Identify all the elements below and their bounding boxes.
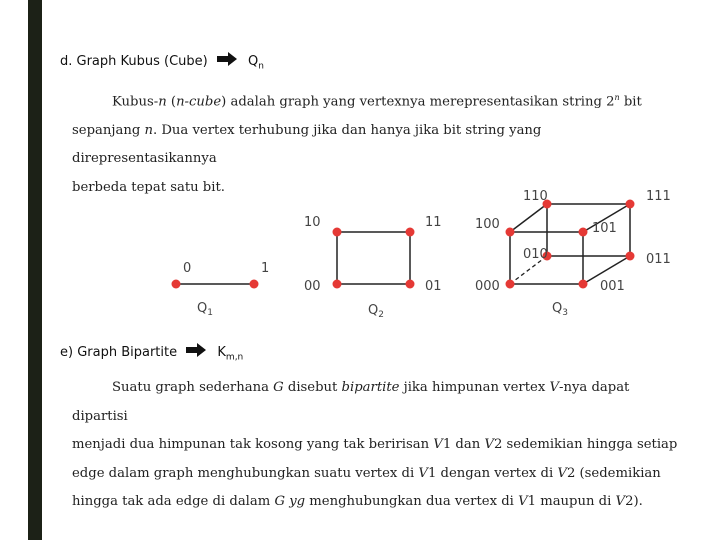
q2-label-01: 01 [425,279,442,294]
bipartite-symbol: $K_{m,n}$ [217,345,244,363]
q3-vertex-001 [579,280,588,289]
q3-vertex-000 [506,280,515,289]
q2-vertex-00 [333,280,342,289]
section-d-line-2: sepanjang n. Dua vertex terhubung jika dan hanya jika bit string yang direpresentasikannya [72,122,542,167]
q3-label-000: 000 [475,279,500,294]
section-e-line-4: hingga tak ada edge di dalam G yg menghubungkan dua vertex di V1 maupun di V2). [72,494,643,509]
q3-label-111: 111 [646,189,671,204]
q3-vertex-100 [506,228,515,237]
section-e-line-3: edge dalam graph menghubungkan suatu vertex di V1 dengan vertex di V2 (sedemikian [72,465,661,481]
q3-label-001: 001 [600,279,625,294]
section-e-title: e) Graph Bipartite [60,345,178,360]
q1-label-0: 0 [183,261,192,276]
cube-symbol: $Q_n$ [248,54,264,72]
q1-label-1: 1 [261,261,270,276]
q3-label-010: 010 [523,247,548,262]
q3-label-110: 110 [523,189,548,204]
q3-caption: $Q_3$ [552,301,568,318]
right-arrow-icon [185,342,207,362]
q3-vertex-011 [626,252,635,261]
section-d-title: d. Graph Kubus (Cube) [60,54,208,69]
q3-label-011: 011 [646,252,671,267]
graph-vertices [172,200,635,289]
q3-label-100: 100 [475,217,500,232]
section-e-paragraph [72,374,682,517]
section-e-heading [60,342,243,363]
q2-vertex-11 [406,228,415,237]
q3-label-101: 101 [592,221,617,236]
section-e-line-2: menjadi dua himpunan tak kosong yang tak beririsan V1 dan V2 sedemikian hingga setiap [72,437,678,452]
q3-vertex-101 [579,228,588,237]
q2-label-11: 11 [425,215,442,230]
section-d-line-3: berbeda tepat satu bit. [72,179,225,195]
section-e-line-1: Suatu graph sederhana G disebut bipartite jika himpunan vertex V-nya dapat dipartisi [72,380,630,424]
q2-label-10: 10 [304,215,321,230]
q1-vertex-1 [250,280,259,289]
q1-caption: $Q_1$ [197,301,213,318]
q2-vertex-01 [406,280,415,289]
q1-vertex-0 [172,280,181,289]
q3-vertex-111 [626,200,635,209]
q2-caption: $Q_2$ [368,303,384,320]
section-d-line-1: Kubus-n (n-cube) adalah graph yang vertexnya merepresentasikan string 2$^n$ bit [112,93,642,110]
q2-vertex-10 [333,228,342,237]
q2-label-00: 00 [304,279,321,294]
